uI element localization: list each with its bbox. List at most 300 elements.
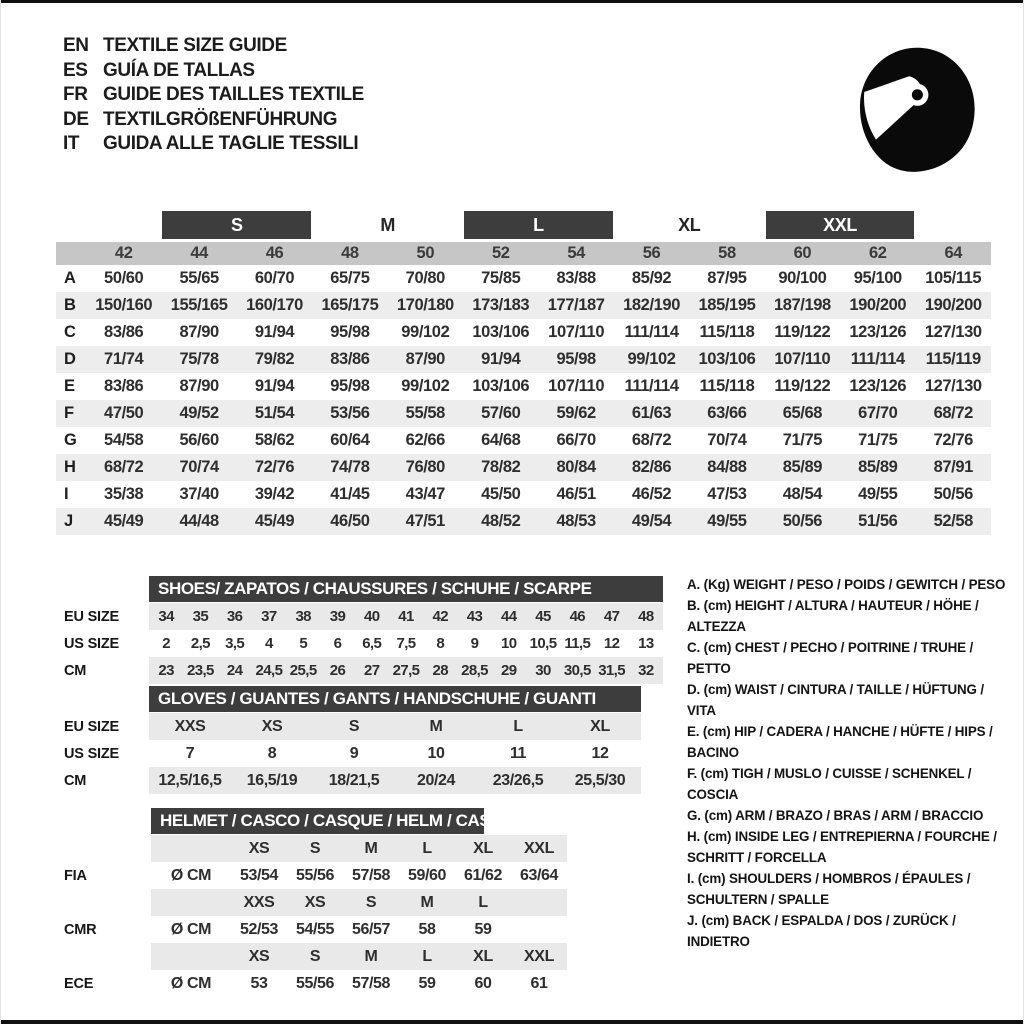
table-row — [56, 657, 663, 684]
table-cell: 41/45 — [330, 485, 370, 503]
row-label — [56, 889, 151, 916]
table-cell: 30 — [526, 657, 560, 684]
table-cell: 37/40 — [179, 485, 219, 503]
table-cell: 78/82 — [463, 454, 538, 481]
table-cell: 190/200 — [840, 292, 915, 319]
measure-row-i — [56, 481, 991, 508]
table-cell: 11,5 — [564, 635, 591, 652]
table-cell: 13 — [638, 635, 654, 652]
table-row — [56, 767, 641, 794]
guide-title: GUIDE DES TAILLES TEXTILE — [103, 84, 364, 106]
table-cell: 123/126 — [849, 323, 907, 341]
table-cell: 50/56 — [933, 485, 973, 503]
table-row — [56, 862, 567, 889]
table-cell: 63/66 — [689, 400, 764, 427]
table-cell: XS — [231, 835, 287, 862]
table-cell: 190/200 — [915, 292, 991, 319]
table-cell: 85/89 — [840, 454, 915, 481]
table-cell: S — [287, 943, 343, 970]
table-cell: 55/56 — [295, 974, 335, 992]
table-cell: 91/94 — [254, 377, 295, 395]
table-cell: 61/62 — [463, 866, 503, 884]
table-cell: 28,5 — [457, 657, 491, 684]
gloves-table — [56, 686, 641, 794]
measure-row-b — [56, 292, 991, 319]
table-cell: 72/76 — [237, 454, 312, 481]
table-cell: 111/114 — [624, 323, 679, 341]
table-cell: 47/53 — [707, 485, 747, 503]
table-cell: 71/75 — [858, 431, 898, 449]
table-cell: 52/58 — [915, 508, 991, 535]
table-cell: 68/72 — [915, 400, 991, 427]
table-cell: 63/64 — [519, 866, 559, 884]
legend-item: E. (cm) HIP / CADERA / HANCHE / HÜFTE / HIPS / BACINO — [687, 724, 993, 760]
table-cell: 103/106 — [689, 346, 764, 373]
table-cell: 57/58 — [351, 866, 391, 884]
table-cell: 72/76 — [933, 431, 973, 449]
table-cell: XL — [455, 943, 511, 970]
table-cell: 2,5 — [190, 635, 210, 652]
language-row — [63, 132, 364, 157]
table-cell: 99/102 — [401, 323, 450, 341]
row-label: US SIZE — [64, 745, 119, 762]
table-cell: 59/62 — [538, 400, 613, 427]
table-cell: 42 — [423, 603, 457, 630]
table-cell: 7,5 — [396, 635, 416, 652]
table-cell: 44 — [492, 603, 526, 630]
table-cell: 32 — [629, 657, 663, 684]
language-code: ES — [63, 59, 88, 81]
table-cell: L — [399, 943, 455, 970]
table-cell: 54/55 — [295, 920, 335, 938]
table-cell: 68/72 — [86, 454, 161, 481]
table-cell: XS — [287, 889, 343, 916]
table-cell: XS — [231, 713, 313, 740]
size-number: 64 — [915, 242, 991, 265]
table-cell: 71/74 — [86, 346, 161, 373]
table-cell: 70/80 — [405, 269, 445, 287]
table-cell: 80/84 — [538, 454, 613, 481]
row-label: J — [56, 508, 86, 535]
size-number: 52 — [463, 242, 538, 265]
table-cell — [511, 889, 567, 916]
table-cell: 25,5 — [286, 657, 320, 684]
table-cell: 3,5 — [225, 635, 245, 652]
table-cell: 23/26,5 — [477, 767, 559, 794]
table-cell: 87/95 — [707, 269, 747, 287]
table-cell: 48/52 — [463, 508, 538, 535]
table-cell: 6,5 — [362, 635, 382, 652]
table-cell: 60/70 — [254, 269, 295, 287]
table-cell: 49/55 — [858, 485, 898, 503]
legend-item: D. (cm) WAIST / CINTURA / TAILLE / HÜFTUNG / VITA — [687, 682, 984, 718]
table-cell: 31,5 — [594, 657, 628, 684]
table-cell: 46/50 — [312, 508, 387, 535]
measure-row-g — [56, 427, 991, 454]
table-cell: 38 — [286, 603, 320, 630]
size-group-xl: XL — [678, 215, 701, 235]
table-cell: 57/58 — [351, 974, 391, 992]
table-cell: 29 — [492, 657, 526, 684]
table-cell: 82/86 — [614, 454, 689, 481]
table-cell: 91/94 — [254, 323, 295, 341]
table-cell: 18/21,5 — [313, 767, 395, 794]
guide-title: TEXTILGRÖßENFÜHRUNG — [103, 108, 338, 130]
row-label: F — [56, 400, 86, 427]
table-cell: 47/50 — [86, 400, 161, 427]
table-cell: 36 — [218, 603, 252, 630]
table-cell: 107/110 — [548, 377, 605, 395]
table-cell: 12 — [603, 635, 620, 652]
table-cell: 61/63 — [614, 400, 689, 427]
table-cell: 51/54 — [237, 400, 312, 427]
size-group-s: S — [162, 211, 311, 239]
table-cell: 87/90 — [179, 377, 219, 395]
table-cell — [151, 943, 231, 970]
table-cell: 30,5 — [560, 657, 594, 684]
table-cell: XL — [455, 835, 511, 862]
table-cell: 10 — [427, 744, 445, 762]
table-cell: 83/88 — [556, 269, 596, 287]
helmet-table — [56, 808, 567, 997]
size-number: 62 — [840, 242, 915, 265]
table-cell: 160/170 — [237, 292, 312, 319]
row-label: B — [56, 292, 86, 319]
table-cell: M — [395, 713, 477, 740]
table-cell: 45/49 — [237, 508, 312, 535]
table-cell: 111/114 — [624, 377, 679, 395]
table-cell: XL — [559, 713, 641, 740]
measure-row-a — [56, 265, 991, 292]
table-cell: 75/78 — [161, 346, 236, 373]
table-cell: 71/75 — [782, 431, 822, 449]
table-cell: 59/60 — [407, 866, 447, 884]
table-cell: 99/102 — [614, 346, 689, 373]
table-cell: XXS — [231, 889, 287, 916]
table-row — [56, 740, 641, 767]
table-cell: 37 — [252, 603, 286, 630]
table-cell: 155/165 — [161, 292, 236, 319]
table-cell: 55/56 — [295, 866, 335, 884]
size-number: 44 — [161, 242, 236, 265]
table-cell: 58/62 — [254, 431, 295, 449]
table-cell: 51/56 — [840, 508, 915, 535]
language-code: DE — [63, 108, 89, 130]
table-cell: 39 — [320, 603, 354, 630]
guide-title: GUIDA ALLE TAGLIE TESSILI — [103, 133, 359, 155]
table-cell: 35/38 — [104, 485, 144, 503]
table-cell: 46/52 — [631, 485, 672, 503]
table-cell: 87/91 — [915, 454, 991, 481]
measurement-legend — [687, 574, 1015, 952]
table-cell: 65/68 — [765, 400, 840, 427]
table-cell: S — [287, 835, 343, 862]
table-cell: 119/122 — [774, 323, 831, 341]
table-cell: 61 — [530, 974, 548, 992]
page-border-top — [1, 0, 1023, 3]
table-row — [56, 943, 567, 970]
table-cell: 59 — [474, 920, 492, 938]
table-cell: 76/80 — [388, 454, 463, 481]
measure-row-f — [56, 400, 991, 427]
table-cell: 115/119 — [915, 346, 991, 373]
language-row — [63, 83, 364, 108]
table-cell: 62/66 — [405, 431, 445, 449]
language-code: EN — [63, 35, 89, 56]
table-cell: 95/98 — [538, 346, 613, 373]
table-cell: 173/183 — [463, 292, 538, 319]
table-cell: 68/72 — [631, 431, 672, 449]
table-cell: 8 — [436, 635, 445, 652]
legend-item: B. (cm) HEIGHT / ALTURA / HAUTEUR / HÖHE / ALTEZZA — [687, 598, 979, 634]
table-cell: 111/114 — [840, 346, 915, 373]
table-cell: 20/24 — [395, 767, 477, 794]
table-cell: 60 — [474, 974, 492, 992]
size-number: 56 — [614, 242, 689, 265]
table-cell: 90/100 — [778, 269, 827, 287]
table-row — [56, 603, 663, 630]
table-cell: 4 — [265, 635, 273, 652]
table-cell: 56/60 — [179, 431, 219, 449]
size-number: 50 — [388, 242, 463, 265]
table-cell: 10 — [501, 635, 517, 652]
table-cell: 24 — [218, 657, 252, 684]
table-cell: 127/130 — [924, 377, 982, 395]
table-cell: 8 — [267, 744, 277, 762]
table-cell: 177/187 — [538, 292, 613, 319]
guide-title: GUÍA DE TALLAS — [103, 59, 255, 81]
table-cell: 46 — [560, 603, 594, 630]
table-cell: 56/57 — [351, 920, 391, 938]
table-cell: 79/82 — [237, 346, 312, 373]
table-cell: 49/55 — [689, 508, 764, 535]
table-cell: 65/75 — [330, 269, 370, 287]
table-row — [56, 835, 567, 862]
table-cell: 34 — [149, 603, 183, 630]
table-row — [56, 889, 567, 916]
table-cell: 6 — [333, 635, 342, 652]
table-cell: 40 — [355, 603, 389, 630]
table-cell: 74/78 — [312, 454, 387, 481]
size-number: 42 — [86, 242, 161, 265]
table-cell: 53/54 — [239, 866, 279, 884]
table-cell: 165/175 — [312, 292, 387, 319]
table-cell: 41 — [389, 603, 423, 630]
measure-row-d — [56, 346, 991, 373]
table-cell: 99/102 — [401, 377, 450, 395]
measure-row-e — [56, 373, 991, 400]
legend-item: F. (cm) TIGH / MUSLO / CUISSE / SCHENKEL / COSCIA — [687, 766, 972, 802]
size-number: 54 — [538, 242, 613, 265]
table-cell: 107/110 — [548, 323, 605, 341]
table-cell: 9 — [349, 744, 359, 762]
table-cell: 54/58 — [104, 431, 144, 449]
row-label: A — [64, 269, 76, 287]
table-cell: 39/42 — [254, 485, 295, 503]
helmet-table-title: HELMET / CASCO / CASQUE / HELM / CASCO — [151, 808, 484, 834]
row-label: D — [56, 346, 86, 373]
table-cell: 170/180 — [388, 292, 463, 319]
table-cell: 91/94 — [463, 346, 538, 373]
table-cell: 84/88 — [689, 454, 764, 481]
table-cell: XXL — [511, 943, 567, 970]
language-code: IT — [63, 133, 80, 155]
table-cell: 23,5 — [183, 657, 217, 684]
table-cell: 46/51 — [556, 485, 596, 503]
row-label: G — [64, 431, 77, 449]
table-cell: 53 — [250, 974, 268, 992]
table-cell: 58 — [418, 920, 436, 938]
table-cell: M — [343, 835, 399, 862]
row-label — [56, 835, 151, 862]
table-cell: Ø CM — [170, 974, 212, 992]
table-cell: 103/106 — [472, 377, 530, 395]
table-cell: 16,5/19 — [231, 767, 313, 794]
table-cell: 50/60 — [104, 269, 144, 287]
table-cell: 85/92 — [631, 269, 672, 287]
table-cell: L — [455, 889, 511, 916]
table-cell: Ø CM — [170, 920, 212, 938]
table-row — [56, 808, 567, 835]
table-cell: 85/89 — [765, 454, 840, 481]
shoes-table — [56, 576, 663, 684]
size-number: 58 — [689, 242, 764, 265]
table-cell: 75/85 — [481, 269, 521, 287]
table-cell: 48/54 — [782, 485, 822, 503]
table-cell: 43/47 — [405, 485, 445, 503]
table-cell: S — [313, 713, 395, 740]
measure-row-c — [56, 319, 991, 346]
measure-row-j — [56, 508, 991, 535]
table-cell: 87/90 — [388, 346, 463, 373]
row-label — [56, 943, 151, 970]
table-cell: 26 — [320, 657, 354, 684]
table-cell: 187/198 — [765, 292, 840, 319]
table-cell: 95/100 — [853, 269, 902, 287]
row-label: C — [64, 323, 76, 341]
table-cell: 12,5/16,5 — [149, 767, 231, 794]
row-label: CM — [64, 662, 87, 679]
table-cell: 5 — [299, 635, 308, 652]
table-cell: XXL — [511, 835, 567, 862]
table-cell: 25,5/30 — [559, 767, 641, 794]
table-cell: 182/190 — [614, 292, 689, 319]
table-cell: 95/98 — [330, 323, 370, 341]
table-cell: 44/48 — [161, 508, 236, 535]
size-group-row — [56, 211, 991, 242]
table-cell: 119/122 — [774, 377, 831, 395]
table-cell: 127/130 — [924, 323, 982, 341]
table-cell: 57/60 — [463, 400, 538, 427]
row-label: ECE — [64, 975, 94, 992]
table-cell: 28 — [423, 657, 457, 684]
table-cell: 52/53 — [239, 920, 279, 938]
table-cell: 105/115 — [925, 269, 982, 287]
language-row — [63, 108, 364, 133]
table-cell: 70/74 — [707, 431, 747, 449]
table-cell: 55/58 — [388, 400, 463, 427]
table-cell: 45 — [526, 603, 560, 630]
table-cell: 48 — [629, 603, 663, 630]
table-cell: L — [399, 835, 455, 862]
table-cell: 70/74 — [161, 454, 236, 481]
racing-helmet-icon — [847, 34, 985, 186]
table-cell: 10,5 — [529, 635, 557, 652]
row-label: CMR — [64, 921, 97, 938]
table-cell: Ø CM — [170, 866, 212, 884]
table-cell: 83/86 — [312, 346, 387, 373]
table-cell: 45/50 — [481, 485, 521, 503]
table-cell: S — [343, 889, 399, 916]
size-number-row — [56, 242, 991, 265]
table-cell: 95/98 — [330, 377, 370, 395]
legend-item: A. (Kg) WEIGHT / PESO / POIDS / GEWITCH / PESO — [687, 577, 1006, 592]
table-cell: 60/64 — [330, 431, 370, 449]
table-cell: 87/90 — [179, 323, 219, 341]
table-cell: 9 — [470, 635, 479, 652]
row-label: EU SIZE — [64, 718, 119, 735]
table-cell: 115/118 — [699, 323, 755, 341]
size-group-xxl: XXL — [766, 211, 915, 239]
table-cell — [511, 916, 567, 943]
table-cell: 11 — [509, 744, 527, 762]
table-cell: L — [477, 713, 559, 740]
table-cell: M — [399, 889, 455, 916]
table-cell: XXS — [149, 713, 231, 740]
language-row — [63, 59, 364, 84]
table-cell: 55/65 — [179, 269, 219, 287]
size-group-m: M — [380, 215, 395, 235]
row-label: EU SIZE — [64, 608, 119, 625]
table-cell — [151, 835, 231, 862]
table-cell: 7 — [185, 744, 195, 762]
row-label: CM — [64, 772, 87, 789]
row-label: I — [64, 485, 69, 503]
size-group-l: L — [464, 211, 613, 239]
language-title-list — [63, 34, 364, 157]
table-cell: 49/54 — [614, 508, 689, 535]
table-cell: 23 — [149, 657, 183, 684]
table-cell: XS — [231, 943, 287, 970]
table-cell: 53/56 — [312, 400, 387, 427]
legend-item: J. (cm) BACK / ESPALDA / DOS / ZURÜCK / INDIETRO — [687, 913, 956, 949]
language-row — [63, 34, 364, 59]
table-cell: 83/86 — [104, 323, 144, 341]
table-cell: 107/110 — [765, 346, 840, 373]
table-cell: 64/68 — [481, 431, 521, 449]
table-cell: 48/53 — [538, 508, 613, 535]
table-row — [56, 576, 663, 603]
table-cell: 59 — [418, 974, 436, 992]
table-cell: 49/52 — [161, 400, 236, 427]
row-label: US SIZE — [64, 635, 119, 652]
table-cell: 123/126 — [849, 377, 907, 395]
table-cell: 150/160 — [86, 292, 161, 319]
textile-size-table — [56, 211, 991, 535]
table-cell: 24,5 — [252, 657, 286, 684]
gloves-table-title: GLOVES / GUANTES / GANTS / HANDSCHUHE / GUANTI — [149, 686, 641, 712]
legend-item: I. (cm) SHOULDERS / HOMBROS / ÉPAULES / SCHULTERN / SPALLE — [687, 871, 971, 907]
table-row — [56, 686, 641, 713]
row-label: H — [56, 454, 86, 481]
row-label: FIA — [64, 867, 87, 884]
table-row — [56, 630, 663, 657]
size-number: 60 — [765, 242, 840, 265]
page-border-bottom — [1, 1020, 1023, 1024]
row-label: E — [64, 377, 75, 395]
table-cell: 45/49 — [86, 508, 161, 535]
table-cell: 66/70 — [556, 431, 596, 449]
